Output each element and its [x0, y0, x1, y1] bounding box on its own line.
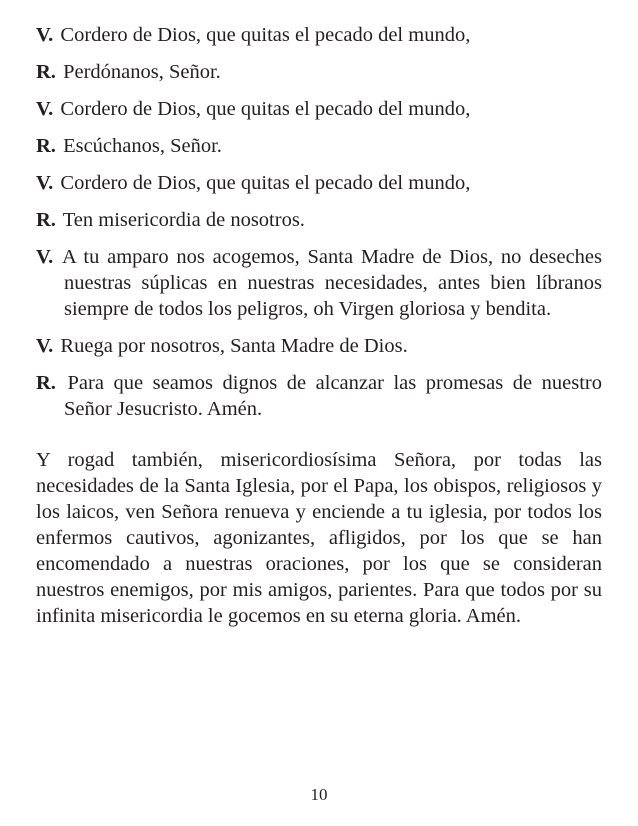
versicle-marker: V.: [36, 98, 54, 120]
response-text: Escúchanos, Señor.: [63, 135, 222, 157]
versicle-line: [36, 22, 602, 48]
response-line: [36, 370, 602, 422]
response-marker: R.: [36, 372, 56, 394]
versicle-line: [36, 244, 602, 322]
response-line: [36, 207, 602, 233]
response-marker: R.: [36, 209, 56, 231]
versicle-marker: V.: [36, 335, 54, 357]
versicle-marker: V.: [36, 246, 54, 268]
versicle-line: [36, 333, 602, 359]
response-text: Para que seamos dignos de alcanzar las promesas de nuestro Señor Jesucristo. Amén.: [64, 372, 603, 420]
closing-prayer: Y rogad también, misericordiosísima Señora, por todas las necesidades de la Santa Iglesia, por el Papa, los obispos, religiosos y los laicos, ven Señora renueva y enciende a tu iglesia, por todos los enfermos cautivos, agonizantes, afligidos, por los que se han encomendado a nuestras oraciones, por los que se consideran nuestros enemigos, por mis amigos, parientes. Para que todos por su infinita misericordia le gocemos en su eterna gloria. Amén.: [36, 449, 602, 627]
versicle-text: Cordero de Dios, que quitas el pecado del mundo,: [60, 98, 471, 120]
page-number: 10: [310, 785, 328, 804]
versicle-text: A tu amparo nos acogemos, Santa Madre de Dios, no deseches nuestras súplicas en nuestras necesidades, antes bien líbranos siempre de todos los peligros, oh Virgen gloriosa y bendita.: [61, 246, 602, 320]
response-marker: R.: [36, 61, 56, 83]
response-line: [36, 133, 602, 159]
response-marker: R.: [36, 135, 56, 157]
response-text: Perdónanos, Señor.: [63, 61, 221, 83]
response-line: [36, 59, 602, 85]
versicle-marker: V.: [36, 24, 54, 46]
versicle-text: Cordero de Dios, que quitas el pecado del mundo,: [60, 24, 471, 46]
versicle-line: [36, 96, 602, 122]
versicle-marker: V.: [36, 172, 54, 194]
response-text: Ten misericordia de nosotros.: [62, 209, 305, 231]
versicle-text: Cordero de Dios, que quitas el pecado del mundo,: [60, 172, 471, 194]
versicle-line: [36, 170, 602, 196]
page-content: [36, 22, 602, 650]
versicle-text: Ruega por nosotros, Santa Madre de Dios.: [60, 335, 408, 357]
